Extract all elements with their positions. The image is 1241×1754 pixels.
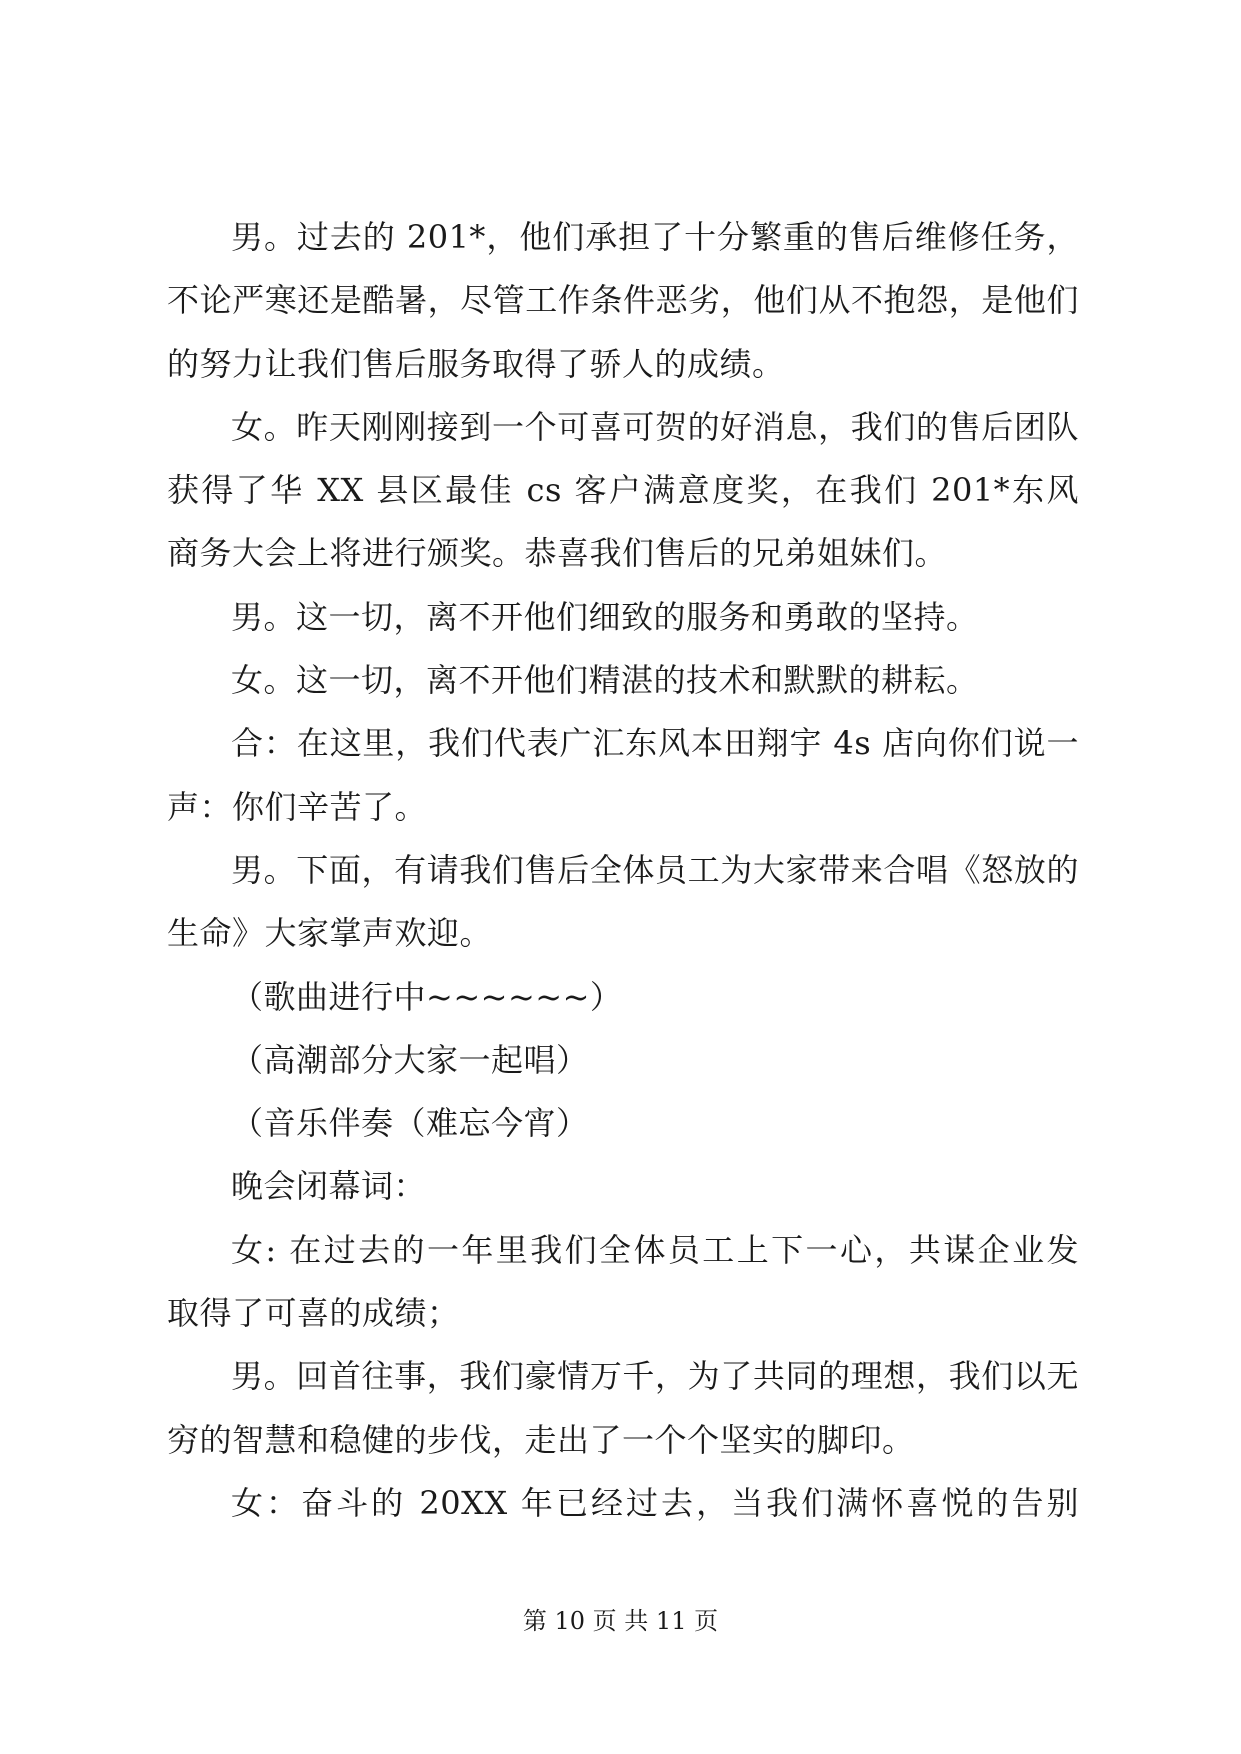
- text-line: 获得了华 XX 县区最佳 cs 客户满意度奖，在我们 201*东风: [167, 471, 1079, 510]
- text-line: 生命》大家掌声欢迎。: [167, 914, 493, 953]
- text-line: 男。过去的 201*，他们承担了十分繁重的售后维修任务，: [231, 218, 1079, 256]
- text-line: （音乐伴奏（难忘今宵）: [231, 1104, 589, 1143]
- text-line: 晚会闭幕词：: [231, 1167, 427, 1206]
- text-line: 商务大会上将进行颁奖。恭喜我们售后的兄弟姐妹们。: [167, 534, 948, 573]
- text-line: 穷的智慧和稳健的步伐，走出了一个个坚实的脚印。: [167, 1420, 915, 1459]
- text-line: 女：奋斗的 20XX 年已经过去，当我们满怀喜悦的告别: [231, 1483, 1079, 1522]
- page-footer: 第 10 页 共 11 页: [522, 1607, 719, 1635]
- text-line: 合：在这里，我们代表广汇东风本田翔宇 4s 店向你们说一: [231, 724, 1079, 763]
- text-line: （歌曲进行中~~~~~~）: [231, 977, 623, 1016]
- text-line: 男。这一切，离不开他们细致的服务和勇敢的坚持。: [231, 597, 979, 636]
- text-line: 男。下面，有请我们售后全体员工为大家带来合唱《怒放的: [231, 850, 1079, 889]
- text-line: 不论严寒还是酷暑，尽管工作条件恶劣，他们从不抱怨，是他们: [167, 281, 1079, 320]
- text-line: 女: 在过去的一年里我们全体员工上下一心，共谋企业发: [231, 1230, 1079, 1269]
- text-line: 的努力让我们售后服务取得了骄人的成绩。: [167, 344, 785, 383]
- text-line: 声：你们辛苦了。: [167, 787, 428, 826]
- text-line: 男。回首往事，我们豪情万千，为了共同的理想，我们以无: [231, 1357, 1079, 1396]
- text-line: 女。这一切，离不开他们精湛的技术和默默的耕耘。: [231, 661, 979, 700]
- text-line: （高潮部分大家一起唱）: [231, 1040, 589, 1079]
- text-line: 女。昨天刚刚接到一个可喜可贺的好消息，我们的售后团队: [231, 407, 1079, 446]
- document-body: [167, 206, 1079, 1535]
- text-line: 取得了可喜的成绩；: [167, 1294, 460, 1333]
